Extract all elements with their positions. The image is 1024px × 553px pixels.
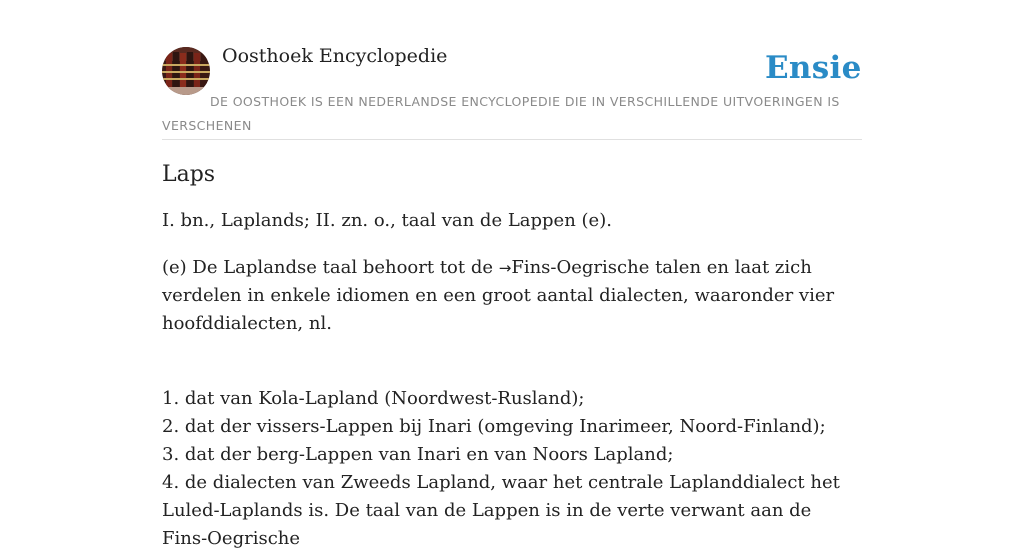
header-divider [162, 139, 862, 140]
entry-body-text-start: (e) De Laplandse taal behoort tot de [162, 257, 499, 278]
list-item: 1. dat van Kola-Lapland (Noordwest-Rusland); [162, 388, 585, 409]
arrow-right-icon: → [498, 259, 512, 277]
entry-body [162, 254, 862, 338]
site-logo[interactable] [162, 47, 210, 95]
fins-oegrische-talen-link[interactable]: Fins-Oegrische talen [511, 257, 702, 278]
list-item: 4. de dialecten van Zweeds Lapland, waar het centrale Laplanddialect het Luled-Laplands is. De taal van de Lappen is in de verte verwant aan de Fins-Oegrische [162, 472, 840, 549]
entry-body-text-end: en laat zich verdelen in enkele idiomen en een groot aantal dialecten, waaronder vier hoofddialecten, nl. [162, 257, 835, 334]
paragraph-spacer [162, 357, 862, 385]
entry-definition: I. bn., Laplands; II. zn. o., taal van de Lappen (e). [162, 210, 612, 231]
site-tagline: DE OOSTHOEK IS EEN NEDERLANDSE ENCYCLOPEDIE DIE IN VERSCHILLENDE UITVOERINGEN IS VERSCHENEN [162, 94, 840, 133]
books-logo-icon [162, 47, 210, 95]
list-item: 2. dat der vissers-Lappen bij Inari (omgeving Inarimeer, Noord-Finland); [162, 416, 826, 437]
entry-title: Laps [162, 162, 216, 187]
list-item: 3. dat der berg-Lappen van Inari en van Noors Lapland; [162, 444, 674, 465]
entry-content [162, 162, 862, 553]
brand-logo-text[interactable]: Ensie [765, 50, 862, 86]
site-title[interactable]: Oosthoek Encyclopedie [222, 45, 448, 67]
dialect-list [162, 385, 862, 553]
